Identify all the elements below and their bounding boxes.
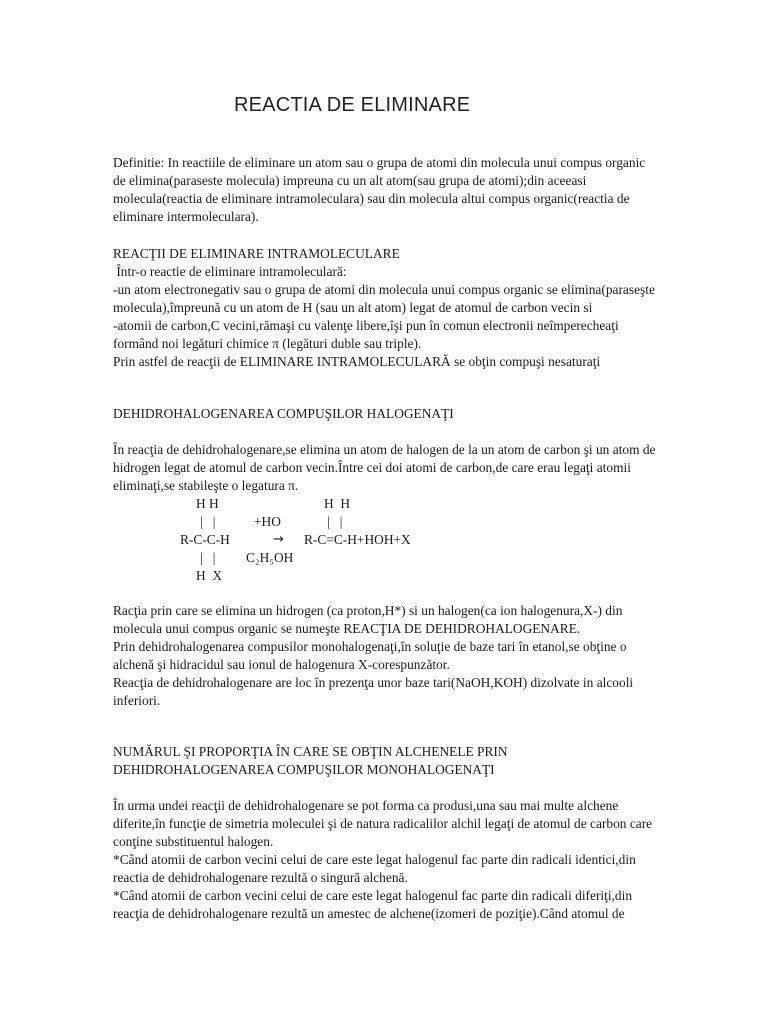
right-bonds: | | bbox=[327, 514, 343, 529]
intramolecular-section bbox=[113, 245, 733, 371]
text-line: eliminare intermoleculara). bbox=[113, 209, 259, 224]
text-line: reactia de dehidrohalogenare rezultă o singură alchenă. bbox=[113, 870, 408, 885]
text-line: molecula),împreună cu un atom de H (sau un alt atom) legat de atomul de carbon vecin si bbox=[113, 300, 593, 315]
section-heading: NUMĂRUL ŞI PROPORŢIA ÎN CARE SE OBŢIN ALCHENELE PRIN bbox=[113, 744, 508, 759]
text-line: Prin astfel de reacţii de ELIMINARE INTRAMOLECULARĂ se obţin compuşi nesaturaţi bbox=[113, 354, 601, 369]
text-line: molecula(reactia de eliminare intramoleculara) sau din molecula altui compus organic(reactia de bbox=[113, 191, 630, 206]
numarul-paragraph bbox=[113, 797, 733, 923]
text-line: inferiori. bbox=[113, 693, 161, 708]
text-line: conţine substituentul halogen. bbox=[113, 834, 274, 849]
left-bonds-top: | | bbox=[200, 514, 216, 529]
text-line: Prin dehidrohalogenarea compusilor monohalogenaţi,în soluţie de baze tari în etanol,se obţine o bbox=[113, 639, 627, 654]
text-line: -atomii de carbon,C vecini,rămaşi cu valenţe libere,îşi pun în comun electronii neîmperecheaţi bbox=[113, 318, 619, 333]
text-line: Reacţia de dehidrohalogenare are loc în prezenţa unor baze tari(NaOH,KOH) dizolvate in alcooli bbox=[113, 675, 634, 690]
text-line: diferite,în funcţie de simetria moleculei şi de natura radicalilor alchil legaţi de atomul de carbon care bbox=[113, 816, 653, 831]
text-line: hidrogen legat de atomul de carbon vecin.Între cei doi atomi de carbon,de care erau legaţi atomii bbox=[113, 460, 631, 475]
text-line: În reacţia de dehidrohalogenare,se elimina un atom de halogen de la un atom de carbon şi un atom de bbox=[113, 442, 656, 457]
text-line: Definitie: In reactiile de eliminare un atom sau o grupa de atomi din molecula unui compus organic bbox=[113, 155, 646, 170]
text-line: Racţia prin care se elimina un hidrogen (ca proton,H*) si un halogen(ca ion halogenura,X-) din bbox=[113, 603, 623, 618]
text-line: eliminaţi,se stabileşte o legatura π. bbox=[113, 478, 299, 493]
left-main-formula: R-C-C-H bbox=[180, 532, 230, 547]
reaction-arrow-icon: → bbox=[273, 532, 284, 547]
section-heading: DEHIDROHALOGENAREA COMPUŞILOR HALOGENAŢI bbox=[113, 406, 454, 421]
text-line: *Când atomii de carbon vecini celui de care este legat halogenul fac parte din radicali identici,din bbox=[113, 852, 636, 867]
reagent-bottom: C₂H₅OH bbox=[246, 550, 294, 565]
page-title: REACTIA DE ELIMINARE bbox=[234, 94, 471, 116]
dehidrohalogenare-intro bbox=[113, 441, 733, 495]
dehidrohalogenare-heading-block bbox=[113, 405, 733, 423]
text-line: Într-o reactie de eliminare intramoleculară: bbox=[113, 264, 347, 279]
text-line: alchenă şi hidracidul sau ionul de halogenura X-corespunzător. bbox=[113, 657, 450, 672]
text-line: *Când atomii de carbon vecini celui de care este legat halogenul fac parte din radicali diferiţi,din bbox=[113, 888, 633, 903]
text-line: molecula unui compus organic se numeşte REACŢIA DE DEHIDROHALOGENARE. bbox=[113, 621, 581, 636]
left-h-top: H H bbox=[196, 496, 219, 511]
definition-paragraph bbox=[113, 154, 733, 226]
left-hx-bottom: H X bbox=[196, 568, 223, 583]
dehidrohalogenare-explanation bbox=[113, 602, 733, 710]
numarul-heading-block bbox=[113, 743, 733, 779]
text-line: În urma undei reacţii de dehidrohalogenare se pot forma ca produsi,una sau mai multe alchene bbox=[113, 798, 619, 813]
text-line: de elimina(paraseste molecula) impreuna cu un alt atom(sau grupa de atomi);din aceeasi bbox=[113, 173, 587, 188]
text-line: formând noi legături chimice π (legături duble sau triple). bbox=[113, 336, 422, 351]
text-line: -un atom electronegativ sau o grupa de atomi din molecula unui compus organic se elimina(paraseşte bbox=[113, 282, 655, 297]
section-heading: REACŢII DE ELIMINARE INTRAMOLECULARE bbox=[113, 246, 400, 261]
text-line: reacţia de dehidrohalogenare rezultă un amestec de alchene(izomeri de poziţie).Când atomul de bbox=[113, 906, 625, 921]
right-h-top: H H bbox=[324, 496, 351, 511]
section-heading: DEHIDROHALOGENAREA COMPUŞILOR MONOHALOGENAŢI bbox=[113, 762, 495, 777]
left-bonds-bottom: | | bbox=[200, 550, 216, 565]
reagent-top: +HO bbox=[254, 514, 281, 529]
right-main-formula: R-C=C-H+HOH+X bbox=[304, 532, 411, 547]
